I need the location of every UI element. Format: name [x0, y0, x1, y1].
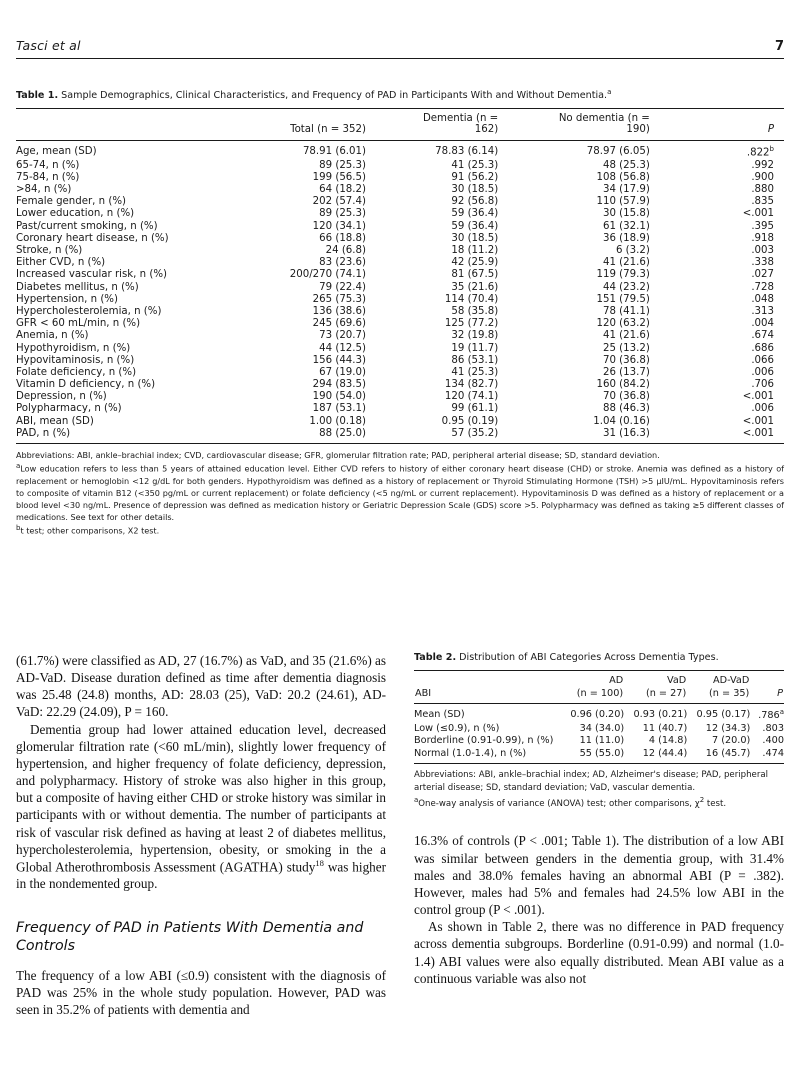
table-row [16, 257, 784, 269]
cell-p-value: .027 [751, 269, 774, 281]
cell-total: 200/270 (74.1) [289, 269, 366, 281]
row-label: Diabetes mellitus, n (%) [16, 281, 139, 293]
table-row [16, 330, 784, 342]
page-number: 7 [774, 39, 784, 54]
cell-total: 265 (75.3) [312, 293, 366, 305]
row-label: Hypertension, n (%) [16, 293, 118, 305]
table-1-caption [16, 88, 784, 103]
table-1-note-a-marker: a [16, 461, 21, 470]
cell-dementia: 42 (25.9) [451, 257, 499, 269]
row-label: 75-84, n (%) [16, 171, 80, 183]
table-2-col-advad: AD-VaD [687, 670, 750, 687]
cell-p-value: <.001 [742, 415, 774, 427]
table-1-note-b [16, 523, 784, 537]
cell-dementia: 19 (11.7) [451, 342, 499, 354]
cell-p-value: .400 [762, 735, 784, 747]
cell-p-value: .728 [751, 281, 774, 293]
table-row [16, 141, 784, 159]
table-row [16, 415, 784, 427]
cell-ad-vad: 16 (45.7) [687, 747, 750, 763]
cell-dementia: 0.95 (0.19) [441, 415, 499, 427]
cell-no-dementia: 36 (18.9) [602, 232, 650, 244]
row-label: Age, mean (SD) [16, 146, 97, 158]
cell-dementia: 57 (35.2) [400, 427, 538, 443]
table-2 [414, 670, 784, 764]
running-head [16, 38, 784, 59]
p-value-superscript: b [769, 145, 774, 154]
cell-ad: 34 (34.0) [579, 722, 625, 734]
cell-p-value: .395 [751, 220, 774, 232]
table-2-note-a-tail: test. [704, 798, 727, 809]
table-1-caption-label: Table 1. [16, 90, 59, 102]
cell-no-dementia: 31 (16.3) [538, 427, 692, 443]
cell-vad: 0.93 (0.21) [633, 709, 688, 721]
cell-dementia: 114 (70.4) [444, 293, 499, 305]
row-label: Depression, n (%) [16, 391, 107, 403]
table-1-note-b-marker: b [16, 524, 21, 533]
row-label: Stroke, n (%) [16, 245, 83, 257]
cell-no-dementia: 120 (63.2) [596, 318, 650, 330]
cell-p-value: .900 [751, 171, 774, 183]
table-2-count-advad: (n = 35) [687, 687, 750, 704]
table-2-caption-text: Distribution of ABI Categories Across Dementia Types. [456, 652, 719, 663]
table-2-abbreviations: Abbreviations: ABI, ankle–brachial index; AD, Alzheimer's disease; PAD, peripheral arterial disease; SD, standard deviation; VaD, vascular dementia. [414, 769, 769, 793]
table-2-body [414, 703, 784, 763]
cell-total: 294 (83.5) [312, 379, 366, 391]
cell-vad: 12 (44.4) [624, 747, 687, 763]
cell-p-value: .835 [751, 196, 774, 208]
right-paragraph-2: As shown in Table 2, there was no difference in PAD frequency across dementia subgroups. Borderline (0.91-0.99) and normal (1.0-1.4) ABI values were also equally distributed. Mean ABI value as a continuous variable was also not [414, 919, 784, 986]
row-label: Hypovitaminosis, n (%) [16, 354, 135, 366]
cell-dementia: 30 (18.5) [451, 232, 499, 244]
cell-no-dementia: 110 (57.9) [596, 196, 650, 208]
cell-total: 79 (22.4) [319, 281, 366, 293]
cell-total: 64 (18.2) [319, 184, 366, 196]
cell-p-value: <.001 [742, 391, 774, 403]
running-head-author: Tasci et al [16, 38, 81, 53]
table-row [16, 281, 784, 293]
table-2-note-a-marker: a [414, 795, 419, 804]
table-1-section [16, 88, 784, 537]
row-label: Anemia, n (%) [16, 330, 89, 342]
table-row [414, 722, 784, 735]
table-1-note-a-text: Low education refers to less than 5 years of attained education level. Either CVD refers to history of either coronary heart disease (CHD) or stroke. Anemia was defined as a history of replacement or hemoglobin <12 g/dL for both genders. Hypothyroidism was defined as a history of replacement or Thyroid Stimulating Hormone (TSH) >5 μIU/mL. Hypovitaminosis refers to composite of vitamin B12 (<350 pg/mL or current replacement) or folate deficiency (<5 ng/mL or current replacement). Hypovitaminosis D was defined as a history of replacement or a blood level <30 ng/mL. Presence of depression was defined as medication history or Geriatric Depression Scale (GDS) score >5. Polypharmacy was defined as taking ≥5 different classes of medications. See text for other details. [16, 463, 784, 523]
row-label: >84, n (%) [16, 184, 72, 196]
cell-p-value: .474 [750, 747, 784, 763]
cell-total: 156 (44.3) [312, 354, 366, 366]
cell-dementia: 58 (35.8) [451, 305, 499, 317]
reference-marker-18: 18 [315, 857, 324, 868]
table-row [16, 159, 784, 171]
row-label: Hypothyroidism, n (%) [16, 342, 131, 354]
cell-p-value: .006 [751, 403, 774, 415]
row-label: ABI, mean (SD) [16, 415, 94, 427]
cell-p-value: .006 [751, 366, 774, 378]
cell-p-value: .918 [751, 232, 774, 244]
cell-dementia: 30 (18.5) [451, 184, 499, 196]
cell-total: 89 (25.3) [319, 159, 366, 171]
cell-no-dementia: 78 (41.1) [602, 305, 650, 317]
cell-no-dementia: 108 (56.8) [596, 171, 650, 183]
row-label: GFR < 60 mL/min, n (%) [16, 318, 141, 330]
cell-no-dementia: 25 (13.2) [602, 342, 650, 354]
cell-dementia: 32 (19.8) [451, 330, 499, 342]
table-1-head [16, 109, 784, 141]
cell-vad: 11 (40.7) [642, 722, 688, 734]
row-label: Female gender, n (%) [16, 196, 126, 208]
cell-no-dementia: 41 (21.6) [602, 330, 650, 342]
table-1-body [16, 141, 784, 444]
cell-p-value: .338 [751, 257, 774, 269]
cell-p-value: .706 [751, 379, 774, 391]
row-label: Past/current smoking, n (%) [16, 220, 158, 232]
table-2-count-ad: (n = 100) [561, 687, 624, 704]
table-2-caption [414, 652, 784, 665]
table-1-note-a [16, 461, 784, 523]
cell-no-dementia: 30 (15.8) [602, 208, 650, 220]
table-row [16, 305, 784, 317]
cell-dementia: 134 (82.7) [444, 379, 499, 391]
left-paragraph-3: The frequency of a low ABI (≤0.9) consistent with the diagnosis of PAD was 25% in the whole study population. However, PAD was seen in 35.2% of patients with dementia and [16, 967, 386, 1018]
table-row [16, 171, 784, 183]
cell-no-dementia: 34 (17.9) [602, 184, 650, 196]
cell-dementia: 41 (25.3) [451, 366, 499, 378]
cell-p-value: .004 [751, 318, 774, 330]
cell-total: 136 (38.6) [312, 305, 366, 317]
row-label: Lower education, n (%) [16, 208, 135, 220]
table-row [16, 244, 784, 256]
row-label: Coronary heart disease, n (%) [16, 232, 169, 244]
cell-no-dementia: 119 (79.3) [596, 269, 650, 281]
cell-total: 83 (23.6) [319, 257, 366, 269]
right-paragraph-1: 16.3% of controls (P < .001; Table 1). The distribution of a low ABI was similar between genders in the dementia group, with 31.4% males and 38.0% females having an abnormal ABI (P = .382). However, males had 5% and females had 24.5% low ABI in the control group (P < .001). [414, 833, 784, 918]
cell-total: 187 (53.1) [312, 403, 366, 415]
table-2-caption-label: Table 2. [414, 652, 457, 663]
table-row [16, 318, 784, 330]
table-row [16, 366, 784, 378]
cell-ad: 55 (55.0) [561, 747, 624, 763]
cell-no-dementia: 160 (84.2) [596, 379, 650, 391]
row-label: PAD, n (%) [16, 427, 269, 443]
cell-p-value: .992 [751, 159, 774, 171]
table-1-col-dementia: Dementia (n = 162) [400, 109, 538, 141]
cell-dementia: 125 (77.2) [444, 318, 499, 330]
row-label: Vitamin D deficiency, n (%) [16, 379, 156, 391]
table-2-head [414, 670, 784, 703]
row-label: Mean (SD) [414, 709, 465, 721]
cell-p-value: .003 [751, 245, 774, 257]
cell-total: 89 (25.3) [319, 208, 366, 220]
cell-ad: 11 (11.0) [579, 735, 625, 747]
cell-no-dementia: 44 (23.2) [602, 281, 650, 293]
cell-total: 78.91 (6.01) [302, 146, 366, 158]
table-row [16, 293, 784, 305]
cell-dementia: 81 (67.5) [451, 269, 499, 281]
cell-total: 245 (69.6) [312, 318, 366, 330]
table-2-group-header-row [414, 670, 784, 687]
cell-dementia: 59 (36.4) [451, 208, 499, 220]
cell-total: 120 (34.1) [312, 220, 366, 232]
row-label: Either CVD, n (%) [16, 257, 106, 269]
left-paragraph-2 [16, 721, 386, 893]
row-label: Borderline (0.91-0.99), n (%) [414, 735, 554, 747]
table-row [414, 747, 784, 763]
table-2-col-p: P [750, 687, 784, 704]
cell-dementia: 18 (11.2) [451, 245, 499, 257]
cell-total: 73 (20.7) [319, 330, 366, 342]
cell-p-value: .822$^b$ [746, 145, 774, 159]
cell-p-value: .313 [751, 305, 774, 317]
table-1-col-total: Total (n = 352) [269, 109, 400, 141]
right-column [414, 652, 784, 1018]
section-heading-frequency-of-pad: Frequency of PAD in Patients With Dementia and Controls [16, 919, 364, 954]
table-row [16, 183, 784, 195]
table-2-note-a [414, 795, 784, 811]
row-label: Folate deficiency, n (%) [16, 366, 137, 378]
cell-dementia: 91 (56.2) [451, 171, 499, 183]
p-value-superscript: a [779, 707, 784, 716]
cell-no-dementia: 88 (46.3) [602, 403, 650, 415]
row-label: Polypharmacy, n (%) [16, 403, 122, 415]
cell-total: 67 (19.0) [319, 366, 366, 378]
cell-p-value: .803 [762, 722, 784, 734]
table-2-row-header: ABI [414, 687, 561, 704]
table-row [16, 220, 784, 232]
table-1-caption-text: Sample Demographics, Clinical Characteristics, and Frequency of PAD in Participants With and Without Dementia. [58, 90, 608, 102]
cell-p-value: .674 [751, 330, 774, 342]
cell-total: 1.00 (0.18) [309, 415, 366, 427]
cell-dementia: 99 (61.1) [451, 403, 499, 415]
cell-ad-vad: 12 (34.3) [705, 722, 751, 734]
cell-total: 24 (6.8) [325, 245, 366, 257]
cell-dementia: 35 (21.6) [451, 281, 499, 293]
table-row [16, 196, 784, 208]
table-row [16, 208, 784, 220]
cell-p-value: <.001 [692, 427, 784, 443]
cell-p-value: .686 [751, 342, 774, 354]
table-row [414, 703, 784, 722]
table-row [16, 342, 784, 354]
cell-p-value: <.001 [742, 208, 774, 220]
row-label: Low (≤0.9), n (%) [414, 722, 500, 734]
cell-dementia: 86 (53.1) [451, 354, 499, 366]
cell-dementia: 120 (74.1) [444, 391, 499, 403]
table-1-col-blank [16, 109, 269, 141]
cell-no-dementia: 48 (25.3) [602, 159, 650, 171]
cell-no-dementia: 78.97 (6.05) [586, 146, 650, 158]
cell-vad: 4 (14.8) [648, 735, 688, 747]
table-2-count-vad: (n = 27) [624, 687, 687, 704]
table-1-col-no-dementia: No dementia (n = 190) [538, 109, 692, 141]
left-paragraph-2-text: Dementia group had lower attained education level, decreased glomerular filtration rate (<60 mL/min), slightly lower frequency of hypertension, and higher frequency of folate deficiency, depression, and polypharmacy. History of stroke was also higher in this group, but a composite of having either CHD or stroke history was similar in participants with or without dementia. The number of participants at risk of vascular risk defined as having at least 2 of diabetes mellitus, hypercholesterolemia, hypertension, obesity, or smoking in the a Global Atherothrombosis Assessment (AGATHA) study [16, 721, 386, 875]
table-row [414, 735, 784, 748]
cell-total: 199 (56.5) [312, 171, 366, 183]
table-2-col-p-blank [750, 670, 784, 687]
table-1-abbreviations: Abbreviations: ABI, ankle–brachial index; CVD, cardiovascular disease; GFR, glomerular filtration rate; PAD, peripheral arterial disease; SD, standard deviation. [16, 449, 660, 460]
cell-no-dementia: 61 (32.1) [602, 220, 650, 232]
cell-no-dementia: 26 (13.7) [602, 366, 650, 378]
cell-p-value: .880 [751, 184, 774, 196]
table-2-count-header-row [414, 687, 784, 704]
cell-no-dementia: 41 (21.6) [602, 257, 650, 269]
table-2-note-a-text: One-way analysis of variance (ANOVA) test; other comparisons, χ [418, 798, 700, 809]
cell-p-value: .048 [751, 293, 774, 305]
table-1-col-p: P [692, 109, 784, 141]
table-1-caption-superscript: a [607, 88, 612, 96]
cell-no-dementia: 70 (36.8) [602, 354, 650, 366]
left-paragraph-1: (61.7%) were classified as AD, 27 (16.7%) as VaD, and 35 (21.6%) as AD-VaD. Disease duration defined as time after dementia diagnosis was 25.48 (24.8) months, AD: 28.03 (25), VaD: 20.2 (24.61), AD-VaD: 22.29 (24.09), P = 160. [16, 653, 387, 720]
table-row [16, 269, 784, 281]
row-label: Normal (1.0-1.4), n (%) [414, 747, 561, 763]
cell-dementia: 41 (25.3) [451, 159, 499, 171]
table-row [16, 391, 784, 403]
table-1 [16, 108, 784, 444]
table-2-col-ad: AD [561, 670, 624, 687]
table-2-notes [414, 769, 784, 811]
table-row [16, 354, 784, 366]
cell-total: 202 (57.4) [312, 196, 366, 208]
cell-total: 44 (12.5) [319, 342, 366, 354]
table-row [16, 378, 784, 390]
table-2-section [414, 652, 784, 810]
left-paragraph-2-tail: was higher in the nondemented group. [16, 859, 387, 892]
cell-ad-vad: 0.95 (0.17) [696, 709, 751, 721]
row-label: 65-74, n (%) [16, 159, 80, 171]
cell-p-value: .066 [751, 354, 774, 366]
left-column [16, 652, 386, 1018]
cell-no-dementia: 70 (36.8) [602, 391, 650, 403]
cell-dementia: 92 (56.8) [451, 196, 499, 208]
table-1-header-row [16, 109, 784, 141]
cell-total: 190 (54.0) [312, 391, 366, 403]
table-2-note-a-exponent: 2 [699, 795, 705, 804]
row-label: Increased vascular risk, n (%) [16, 269, 167, 281]
cell-dementia: 78.83 (6.14) [435, 146, 499, 158]
row-label: Hypercholesterolemia, n (%) [16, 305, 162, 317]
cell-dementia: 59 (36.4) [451, 220, 499, 232]
cell-total: 66 (18.8) [319, 232, 366, 244]
table-2-col-blank [414, 670, 561, 687]
table-2-col-vad: VaD [624, 670, 687, 687]
cell-ad-vad: 7 (20.0) [711, 735, 751, 747]
table-row [16, 232, 784, 244]
cell-total: 88 (25.0) [269, 427, 400, 443]
cell-p-value: .786$^a$ [758, 707, 784, 722]
table-1-note-b-text: t test; other comparisons, X2 test. [20, 526, 160, 537]
cell-no-dementia: 1.04 (0.16) [593, 415, 650, 427]
cell-no-dementia: 6 (3.2) [615, 245, 650, 257]
cell-no-dementia: 151 (79.5) [596, 293, 650, 305]
table-row [16, 403, 784, 415]
table-row [16, 427, 784, 443]
body-columns [16, 652, 784, 1018]
cell-ad: 0.96 (0.20) [570, 709, 625, 721]
table-1-notes [16, 449, 784, 537]
